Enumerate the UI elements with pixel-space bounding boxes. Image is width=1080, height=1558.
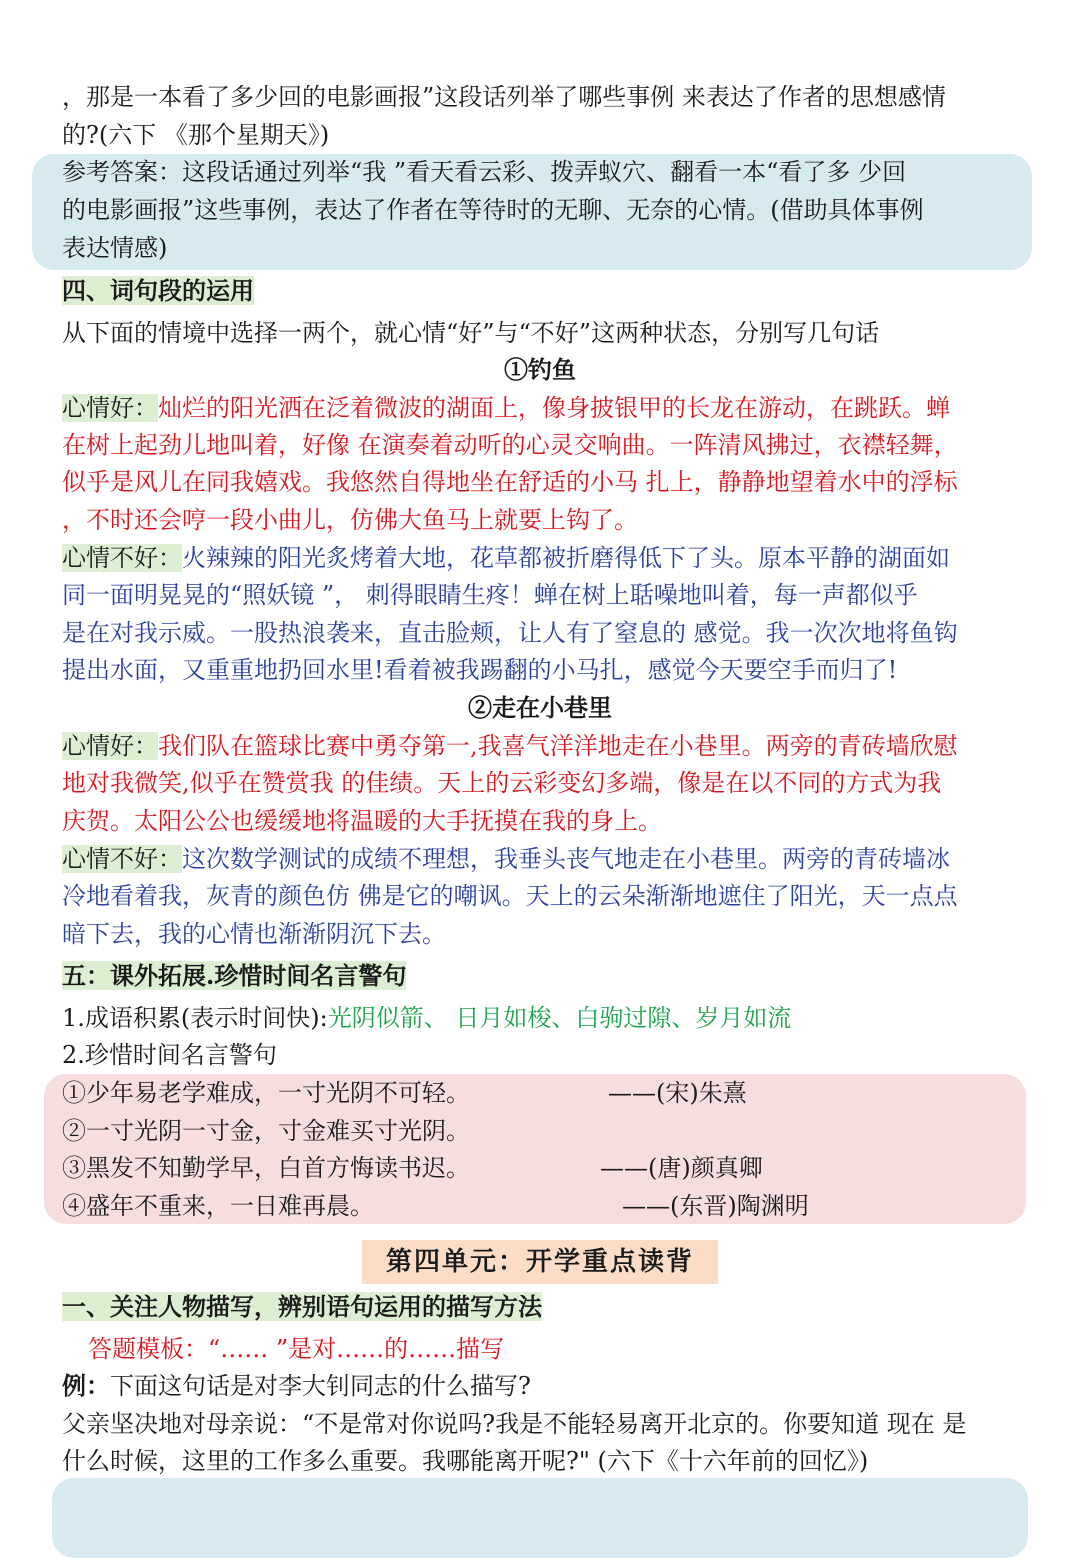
mood-good-label: 心情好： [62,732,158,760]
quote-author: ——(宋)朱熹 [608,1079,747,1107]
idioms-label: 1.成语积累(表示时间快): [62,1004,328,1032]
quote-text: ①少年易老学难成，一寸光阴不可轻。 [62,1079,470,1107]
example-text: 下面这句话是对李大钊同志的什么描写? [110,1372,531,1400]
question-line: ，那是一本看了多少回的电影画报”这段话列举了哪些事例 来表达了作者的思想感情 [62,83,946,111]
section-heading-text: 四、词句段的运用 [62,276,254,305]
section-intro: 从下面的情境中选择一两个，就心情“好”与“不好”这两种状态，分别写几句话 [62,319,880,347]
mood-bad-label: 心情不好： [62,845,182,873]
section-heading [62,276,254,306]
quote-text: ④盛年不重来，一日难再晨。 [62,1192,374,1220]
mood-good-paragraph [62,731,958,761]
example-quote: 父亲坚决地对母亲说：“不是常对你说吗?我是不能轻易离开北京的。你要知道 现在 是 [62,1410,967,1438]
answer-line: 的电影画报”这些事例，表达了作者在等待时的无聊、无奈的心情。(借助具体事例 [62,196,924,224]
mood-good-text: 灿烂的阳光洒在泛着微波的湖面上，像身披银甲的长龙在游动，在跳跃。蝉 [158,394,950,422]
mood-bad-paragraph [62,543,950,573]
section-heading [62,961,406,991]
quote-author: ——(东晋)陶渊明 [622,1192,809,1220]
answer-box-bottom [52,1478,1028,1558]
mood-good-text: 庆贺。太阳公公也缓缓地将温暖的大手抚摸在我的身上。 [62,807,662,835]
mood-good-text: 地对我微笑,似乎在赞赏我 的佳绩。天上的云彩变幻多端，像是在以不同的方式为我 [62,769,942,797]
idioms-line [62,1003,791,1033]
example-quote: 什么时候，这里的工作多么重要。我哪能离开呢?" (六下《十六年前的回忆》) [62,1447,869,1475]
mood-bad-text: 提出水面，又重重地扔回水里!看着被我踢翻的小马扎，感觉今天要空手而归了! [62,656,898,684]
quotes-label: 2.珍惜时间名言警句 [62,1041,277,1069]
quote-text: ②一寸光阴一寸金，寸金难买寸光阴。 [62,1117,470,1145]
answer-line: 参考答案：这段话通过列举“我 ”看天看云彩、拨弄蚁穴、翻看一本“看了多 少回 [62,158,907,186]
question-line: 的?(六下 《那个星期天》) [62,121,330,149]
section-heading [62,1292,542,1322]
section-heading-text: 一、关注人物描写，辨别语句运用的描写方法 [62,1292,542,1321]
mood-bad-text: 是在对我示威。一股热浪袭来，直击脸颊，让人有了窒息的 感觉。我一次次地将鱼钩 [62,619,958,647]
mood-good-paragraph [62,393,950,423]
section-heading-text: 五：课外拓展.珍惜时间名言警句 [62,961,407,990]
example-label: 例： [62,1371,110,1400]
mood-good-text: 我们队在篮球比赛中勇夺第一,我喜气洋洋地走在小巷里。两旁的青砖墙欣慰 [158,732,958,760]
mood-bad-text: 同一面明晃晃的“照妖镜 ”， 刺得眼睛生疼！蝉在树上聒噪地叫着，每一声都似乎 [62,581,918,609]
answer-template: 答题模板：“…… ”是对……的……描写 [88,1335,505,1363]
mood-bad-label: 心情不好： [62,544,182,572]
mood-bad-paragraph [62,844,950,874]
mood-bad-text: 火辣辣的阳光炙烤着大地，花草都被折磨得低下了头。原本平静的湖面如 [182,544,950,572]
mood-good-text: 似乎是风儿在同我嬉戏。我悠然自得地坐在舒适的小马 扎上，静静地望着水中的浮标 [62,468,958,496]
unit-title: 第四单元：开学重点读背 [362,1240,718,1284]
mood-good-label: 心情好： [62,394,158,422]
mood-bad-text: 这次数学测试的成绩不理想，我垂头丧气地走在小巷里。两旁的青砖墙冰 [182,845,950,873]
mood-good-text: 在树上起劲儿地叫着，好像 在演奏着动听的心灵交响曲。一阵清风拂过，衣襟轻舞， [62,431,958,459]
example-line [62,1371,531,1401]
idioms-list: 光阴似箭、 日月如梭、白驹过隙、岁月如流 [327,1004,792,1032]
mood-bad-text: 暗下去，我的心情也渐渐阴沉下去。 [62,920,446,948]
mood-good-text: ，不时还会哼一段小曲儿，仿佛大鱼马上就要上钩了。 [62,506,638,534]
answer-line: 表达情感) [62,234,168,262]
quote-text: ③黑发不知勤学早，白首方悔读书迟。 [62,1154,470,1182]
scene-title: ①钓鱼 [504,355,576,384]
quote-author: ——(唐)颜真卿 [600,1154,763,1182]
mood-bad-text: 冷地看着我，灰青的颜色仿 佛是它的嘲讽。天上的云朵渐渐地遮住了阳光，天一点点 [62,882,958,910]
scene-title: ②走在小巷里 [468,693,612,722]
